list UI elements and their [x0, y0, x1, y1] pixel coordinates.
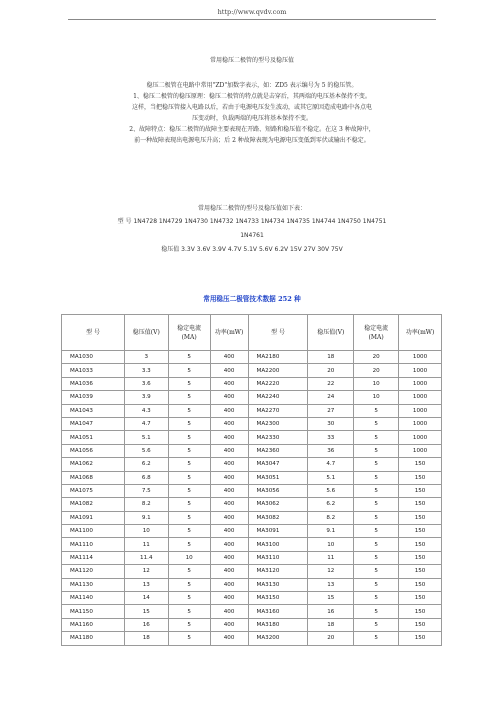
table-cell: MA1033	[62, 364, 125, 377]
table-cell: 5	[168, 431, 210, 444]
table-cell: MA1091	[62, 511, 125, 524]
table-cell: MA2270	[248, 404, 308, 417]
table-row	[62, 592, 442, 605]
table-cell: 400	[210, 632, 248, 645]
table-cell: MA1120	[62, 565, 125, 578]
table-cell: 12	[308, 565, 354, 578]
table-cell: 5	[168, 605, 210, 618]
table-cell: 1000	[399, 444, 442, 457]
table-cell: 5	[354, 551, 399, 564]
table-cell: MA3200	[248, 632, 308, 645]
model-list-line: 型 号 1N4728 1N4729 1N4730 1N4732 1N4733 1N4734 1N4735 1N4744 1N4750 1N4751	[117, 218, 387, 225]
table-cell: 1000	[399, 364, 442, 377]
table-cell: MA2360	[248, 444, 308, 457]
table-row	[62, 377, 442, 390]
table-cell: 15	[124, 605, 168, 618]
table-cell: 150	[399, 605, 442, 618]
table-cell: 5	[168, 351, 210, 364]
table-cell: MA1140	[62, 592, 125, 605]
table-cell: 150	[399, 578, 442, 591]
table-cell: 9.1	[124, 511, 168, 524]
table-cell: 12	[124, 565, 168, 578]
table-cell: 400	[210, 364, 248, 377]
header-cell: 功率(mW)	[399, 315, 442, 351]
table-cell: 5	[354, 592, 399, 605]
table-cell: 33	[308, 431, 354, 444]
table-cell: 5	[354, 484, 399, 497]
table-row	[62, 444, 442, 457]
intro-line: 前一种故障表现出电源电压升高；后 2 种故障表现为电源电压变低到零伏或输出不稳定。	[134, 137, 370, 144]
table-cell: MA3047	[248, 458, 308, 471]
table-cell: MA2330	[248, 431, 308, 444]
table-cell: 9.1	[308, 525, 354, 538]
table-row	[62, 391, 442, 404]
table-cell: 5	[168, 404, 210, 417]
header-cell: 型 号	[248, 315, 308, 351]
table-cell: 150	[399, 525, 442, 538]
table-cell: 3.6	[124, 377, 168, 390]
table-cell: MA1114	[62, 551, 125, 564]
table-row	[62, 351, 442, 364]
table-cell: 400	[210, 444, 248, 457]
table-cell: 400	[210, 404, 248, 417]
header-cell: 稳压值(V)	[308, 315, 354, 351]
table-row	[62, 605, 442, 618]
intro-paragraph	[0, 80, 504, 146]
table-cell: 5.1	[124, 431, 168, 444]
table-cell: 13	[308, 578, 354, 591]
table-cell: 5	[354, 417, 399, 430]
table-cell: 20	[308, 364, 354, 377]
table-cell: 5	[354, 471, 399, 484]
table-cell: 4.7	[308, 458, 354, 471]
table-cell: 30	[308, 417, 354, 430]
table-cell: 400	[210, 565, 248, 578]
table-cell: 3.3	[124, 364, 168, 377]
voltage-list-line: 稳压值 3.3V 3.6V 3.9V 4.7V 5.1V 5.6V 6.2V 15V 27V 30V 75V	[161, 246, 343, 253]
table-cell: 5	[354, 404, 399, 417]
table-cell: 5	[168, 618, 210, 631]
header-cell: 稳定电流 (MA)	[354, 315, 399, 351]
table-cell: 7.5	[124, 484, 168, 497]
table-cell: 6.2	[308, 498, 354, 511]
table-cell: 6.2	[124, 458, 168, 471]
header-url: http://www.qvdv.com	[217, 8, 287, 16]
table-cell: 5	[168, 444, 210, 457]
table-cell: 5	[354, 511, 399, 524]
table-cell: MA1062	[62, 458, 125, 471]
table-cell: 150	[399, 538, 442, 551]
table-cell: 400	[210, 458, 248, 471]
table-cell: 5	[168, 525, 210, 538]
table-cell: 5	[168, 592, 210, 605]
table-cell: MA3150	[248, 592, 308, 605]
table-cell: MA3110	[248, 551, 308, 564]
table-cell: 18	[308, 618, 354, 631]
table-cell: 3.9	[124, 391, 168, 404]
table-cell: 16	[124, 618, 168, 631]
table-row	[62, 632, 442, 645]
models-title: 常用稳压二极管的型号及稳压值如下表：	[197, 205, 306, 212]
table-cell: 11.4	[124, 551, 168, 564]
table-row	[62, 565, 442, 578]
table-row	[62, 431, 442, 444]
intro-line: 稳压二极管在电路中常用"ZD"加数字表示，如：ZD5 表示编号为 5 的稳压管。	[146, 82, 358, 89]
table-row	[62, 404, 442, 417]
table-cell: MA3160	[248, 605, 308, 618]
model-list-line: 1N4761	[240, 232, 264, 239]
table-cell: MA1043	[62, 404, 125, 417]
table-cell: 5	[168, 484, 210, 497]
table-cell: MA1056	[62, 444, 125, 457]
table-cell: 150	[399, 471, 442, 484]
table-cell: 400	[210, 431, 248, 444]
table-cell: 400	[210, 538, 248, 551]
table-cell: 14	[124, 592, 168, 605]
table-cell: 5	[168, 391, 210, 404]
intro-line: 2、故障特点：稳压二极管的故障主要表现在开路、短路和稳压值不稳定。在这 3 种故障中，	[129, 126, 375, 133]
table-cell: 400	[210, 351, 248, 364]
table-cell: 150	[399, 592, 442, 605]
table-cell: 400	[210, 377, 248, 390]
table-cell: 5	[168, 511, 210, 524]
table-cell: 5.6	[308, 484, 354, 497]
table-cell: 5	[168, 458, 210, 471]
table-cell: 400	[210, 471, 248, 484]
table-cell: 24	[308, 391, 354, 404]
table-row	[62, 538, 442, 551]
table-cell: 11	[124, 538, 168, 551]
table-cell: MA3056	[248, 484, 308, 497]
table-cell: 5	[354, 565, 399, 578]
table-cell: 1000	[399, 431, 442, 444]
table-cell: MA3082	[248, 511, 308, 524]
table-cell: MA3120	[248, 565, 308, 578]
table-cell: MA1075	[62, 484, 125, 497]
table-row	[62, 511, 442, 524]
table-cell: MA1036	[62, 377, 125, 390]
table-cell: 8.2	[308, 511, 354, 524]
header-divider	[68, 19, 436, 20]
intro-line: 压变动时，负载两端的电压将基本保持不变。	[191, 115, 312, 122]
table-cell: MA3091	[248, 525, 308, 538]
table-cell: MA3062	[248, 498, 308, 511]
table-cell: 20	[354, 364, 399, 377]
table-cell: 150	[399, 458, 442, 471]
table-cell: 5	[354, 538, 399, 551]
table-row	[62, 417, 442, 430]
table-cell: 150	[399, 511, 442, 524]
intro-line: 1、稳压二极管的稳压原理：稳压二极管的特点就是击穿后，其两端的电压基本保持不变。	[133, 93, 371, 100]
table-cell: 400	[210, 618, 248, 631]
table-cell: 27	[308, 404, 354, 417]
table-cell: 5	[168, 565, 210, 578]
table-cell: 5	[168, 632, 210, 645]
table-cell: 400	[210, 511, 248, 524]
table-cell: 5.1	[308, 471, 354, 484]
table-cell: 1000	[399, 404, 442, 417]
table-row	[62, 525, 442, 538]
intro-line: 这样，当把稳压管接入电路以后，若由于电源电压发生波动，或其它原因造成电路中各点电	[131, 104, 372, 111]
table-cell: 5	[168, 417, 210, 430]
table-cell: 400	[210, 525, 248, 538]
table-cell: MA1160	[62, 618, 125, 631]
table-cell: 400	[210, 391, 248, 404]
table-cell: MA2240	[248, 391, 308, 404]
table-cell: 1000	[399, 377, 442, 390]
table-row	[62, 498, 442, 511]
table-cell: 10	[168, 551, 210, 564]
table-cell: 4.7	[124, 417, 168, 430]
table-row	[62, 578, 442, 591]
table-row	[62, 484, 442, 497]
table-cell: 18	[308, 351, 354, 364]
table-cell: 150	[399, 565, 442, 578]
table-cell: 150	[399, 484, 442, 497]
table-cell: 3	[124, 351, 168, 364]
table-cell: 10	[124, 525, 168, 538]
table-row	[62, 551, 442, 564]
table-cell: 13	[124, 578, 168, 591]
table-cell: 5	[354, 498, 399, 511]
table-cell: 400	[210, 551, 248, 564]
table-cell: 5	[168, 498, 210, 511]
table-cell: 16	[308, 605, 354, 618]
table-cell: 5	[354, 525, 399, 538]
table-cell: MA1110	[62, 538, 125, 551]
table-row	[62, 618, 442, 631]
table-cell: 5	[168, 364, 210, 377]
table-cell: 18	[124, 632, 168, 645]
table-row	[62, 471, 442, 484]
table-cell: 5	[168, 578, 210, 591]
table-header-row	[62, 315, 442, 351]
table-cell: MA1047	[62, 417, 125, 430]
table-row	[62, 364, 442, 377]
table-cell: MA1051	[62, 431, 125, 444]
table-cell: MA1082	[62, 498, 125, 511]
table-cell: 10	[308, 538, 354, 551]
header-cell: 型 号	[62, 315, 125, 351]
table-cell: 10	[354, 391, 399, 404]
table-cell: 5	[354, 444, 399, 457]
table-cell: 400	[210, 417, 248, 430]
table-cell: 400	[210, 605, 248, 618]
table-cell: 150	[399, 632, 442, 645]
table-cell: 5	[354, 431, 399, 444]
table-cell: 150	[399, 618, 442, 631]
table-cell: MA3100	[248, 538, 308, 551]
table-cell: 1000	[399, 417, 442, 430]
table-cell: 8.2	[124, 498, 168, 511]
table-cell: 400	[210, 484, 248, 497]
table-cell: 400	[210, 592, 248, 605]
table-cell: MA1100	[62, 525, 125, 538]
table-cell: 400	[210, 498, 248, 511]
table-cell: 10	[354, 377, 399, 390]
table-cell: 400	[210, 578, 248, 591]
table-cell: 5	[168, 377, 210, 390]
table-cell: MA3130	[248, 578, 308, 591]
table-title: 常用稳压二极管技术数据 252 种	[203, 295, 301, 303]
table-cell: 5	[354, 605, 399, 618]
table-row	[62, 458, 442, 471]
table-cell: 150	[399, 498, 442, 511]
table-cell: MA1150	[62, 605, 125, 618]
table-cell: MA1130	[62, 578, 125, 591]
table-cell: 6.8	[124, 471, 168, 484]
table-cell: MA3051	[248, 471, 308, 484]
table-cell: 150	[399, 551, 442, 564]
table-cell: 5	[354, 632, 399, 645]
intro-title: 常用稳压二极管的型号及稳压值	[209, 57, 294, 64]
table-cell: MA1180	[62, 632, 125, 645]
table-cell: 5	[168, 471, 210, 484]
table-cell: MA2300	[248, 417, 308, 430]
table-cell: 5.6	[124, 444, 168, 457]
header-cell: 稳定电流 (MA)	[168, 315, 210, 351]
zener-data-table	[61, 314, 442, 646]
table-cell: 20	[354, 351, 399, 364]
header-cell: 功率(mW)	[210, 315, 248, 351]
table-cell: 36	[308, 444, 354, 457]
table-cell: MA2220	[248, 377, 308, 390]
table-cell: 15	[308, 592, 354, 605]
table-cell: MA1030	[62, 351, 125, 364]
table-cell: 1000	[399, 351, 442, 364]
table-cell: 11	[308, 551, 354, 564]
table-cell: MA2180	[248, 351, 308, 364]
table-cell: 4.3	[124, 404, 168, 417]
table-cell: 20	[308, 632, 354, 645]
header-cell: 稳压值(V)	[124, 315, 168, 351]
table-cell: 5	[168, 538, 210, 551]
table-cell: MA1068	[62, 471, 125, 484]
table-cell: 5	[354, 618, 399, 631]
table-cell: MA1039	[62, 391, 125, 404]
table-cell: 1000	[399, 391, 442, 404]
table-cell: 5	[354, 578, 399, 591]
table-cell: 5	[354, 458, 399, 471]
table-cell: MA3180	[248, 618, 308, 631]
table-cell: 22	[308, 377, 354, 390]
table-cell: MA2200	[248, 364, 308, 377]
